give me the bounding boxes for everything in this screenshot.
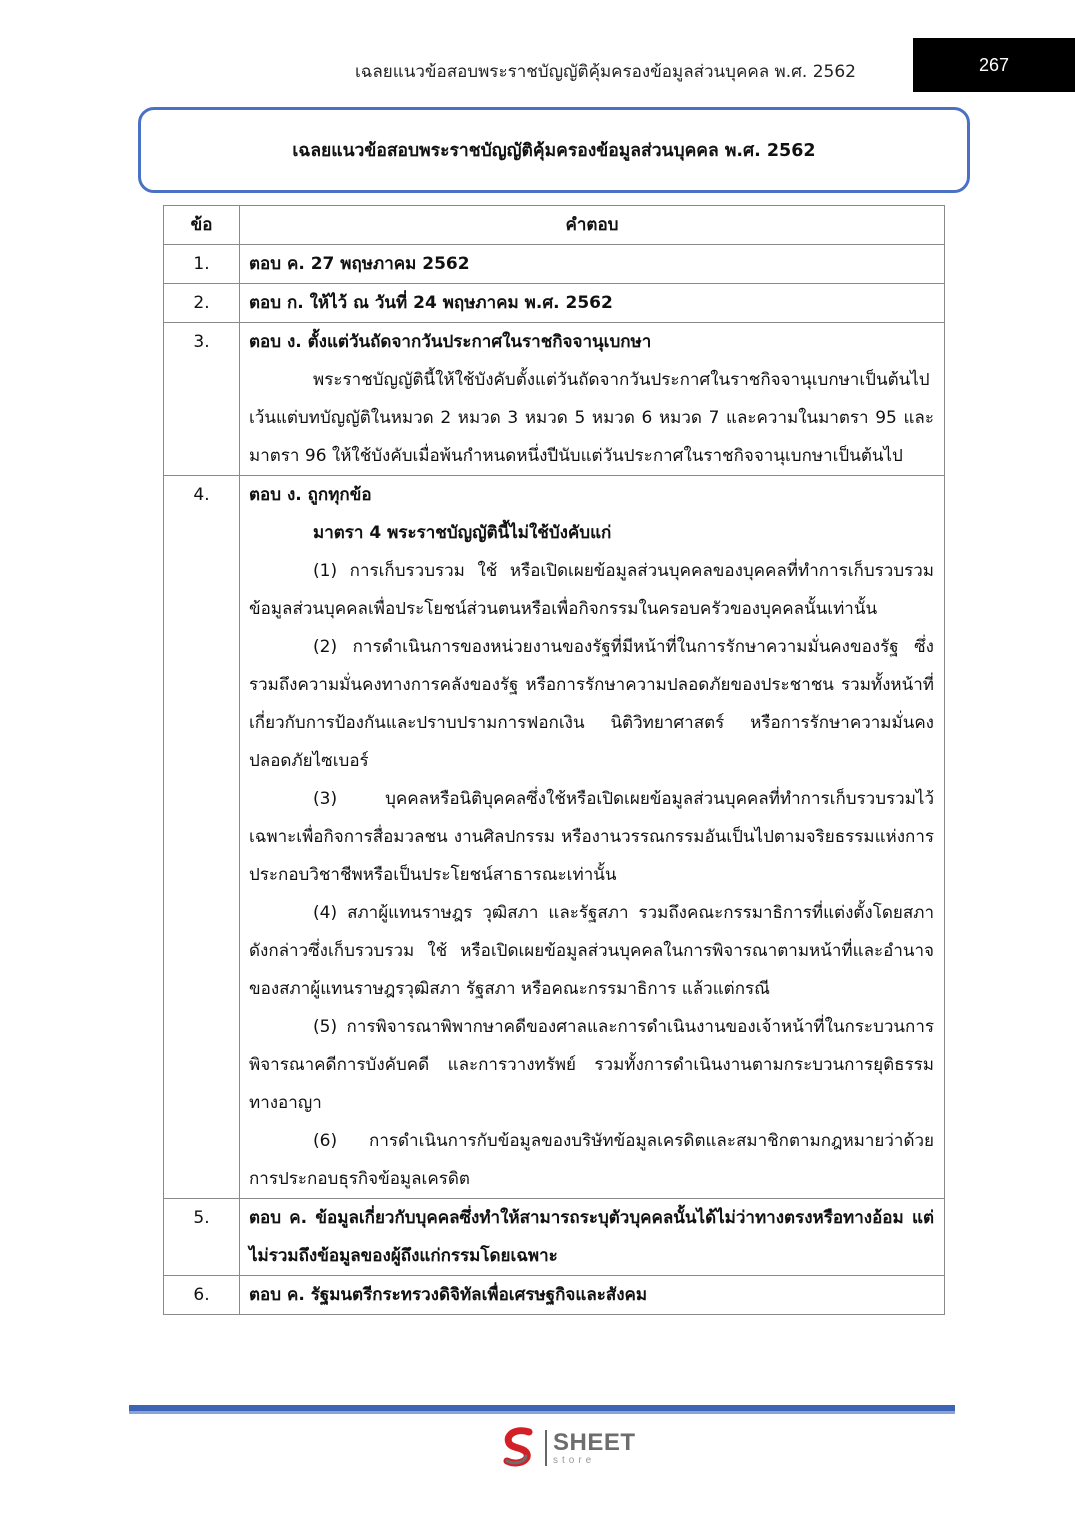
title-box	[138, 107, 970, 193]
table-row	[164, 476, 945, 1199]
list-item: (2) การดำเนินการของหน่วยงานของรัฐที่มีหน้าที่ในการรักษาความมั่นคงของรัฐ ซึ่งรวมถึงความมั่นคงทางการคลังของรัฐ หรือการรักษาความปลอดภัยของประชาชน รวมทั้งหน้าที่เกี่ยวกับการป้องกันและปราบปรามการฟอกเงิน นิติวิทยาศาสตร์ หรือการรักษาความมั่นคงปลอดภัยไซเบอร์	[249, 637, 934, 771]
sheet-store-logo	[497, 1426, 647, 1470]
answer-text: ตอบ ค. รัฐมนตรีกระทรวงดิจิทัลเพื่อเศรษฐกิจและสังคม	[240, 1276, 945, 1315]
page-number: 267	[913, 38, 1075, 92]
row-number: 1.	[164, 245, 240, 284]
logo-sub: store	[553, 1454, 596, 1466]
logo-word: SHEET	[553, 1428, 636, 1456]
logo-divider	[545, 1430, 547, 1466]
s-logo-icon	[497, 1426, 541, 1470]
row-number: 2.	[164, 284, 240, 323]
answer-cell	[240, 323, 945, 476]
row-number: 5.	[164, 1199, 240, 1276]
table-row	[164, 245, 945, 284]
footer-rule	[129, 1405, 955, 1414]
answer-text: ตอบ ง. ตั้งแต่วันถัดจากวันประกาศในราชกิจจานุเบกษา	[249, 332, 652, 352]
answer-text: ตอบ ค. ข้อมูลเกี่ยวกับบุคคลซึ่งทำให้สามารถระบุตัวบุคคลนั้นได้ไม่ว่าทางตรงหรือทางอ้อม แต่ไม่รวมถึงข้อมูลของผู้ถึงแก่กรรมโดยเฉพาะ	[240, 1199, 945, 1276]
answer-text: ตอบ ง. ถูกทุกข้อ	[249, 485, 372, 505]
table-row	[164, 323, 945, 476]
answer-table	[163, 205, 945, 1315]
answer-text: ตอบ ค. 27 พฤษภาคม 2562	[240, 245, 945, 284]
section-heading: มาตรา 4 พระราชบัญญัตินี้ไม่ใช้บังคับแก่	[313, 523, 612, 543]
logo-text	[553, 1428, 636, 1466]
row-number: 6.	[164, 1276, 240, 1315]
table-row	[164, 284, 945, 323]
answer-text: ตอบ ก. ให้ไว้ ณ วันที่ 24 พฤษภาคม พ.ศ. 2562	[240, 284, 945, 323]
page-title: เฉลยแนวข้อสอบพระราชบัญญัติคุ้มครองข้อมูลส่วนบุคคล พ.ศ. 2562	[292, 141, 816, 161]
row-number: 3.	[164, 323, 240, 476]
list-item: (3) บุคคลหรือนิติบุคคลซึ่งใช้หรือเปิดเผยข้อมูลส่วนบุคคลที่ทำการเก็บรวบรวมไว้เฉพาะเพื่อกิจการสื่อมวลชน งานศิลปกรรม หรืองานวรรณกรรมอันเป็นไปตามจริยธรรมแห่งการประกอบวิชาชีพหรือเป็นประโยชน์สาธารณะเท่านั้น	[249, 789, 934, 885]
row-number: 4.	[164, 476, 240, 1199]
running-header	[0, 38, 1075, 92]
table-row	[164, 1276, 945, 1315]
table-header-row	[164, 206, 945, 245]
running-title: เฉลยแนวข้อสอบพระราชบัญญัติคุ้มครองข้อมูลส่วนบุคคล พ.ศ. 2562	[355, 62, 857, 82]
list-item: (5) การพิจารณาพิพากษาคดีของศาลและการดำเนินงานของเจ้าหน้าที่ในกระบวนการพิจารณาคดีการบังคับคดี และการวางทรัพย์ รวมทั้งการดำเนินงานตามกระบวนการยุติธรรมทางอาญา	[249, 1017, 934, 1113]
list-item: (4) สภาผู้แทนราษฎร วุฒิสภา และรัฐสภา รวมถึงคณะกรรมาธิการที่แต่งตั้งโดยสภาดังกล่าวซึ่งเก็บรวบรวม ใช้ หรือเปิดเผยข้อมูลส่วนบุคคลในการพิจารณาตามหน้าที่และอำนาจของสภาผู้แทนราษฎรวุฒิสภา รัฐสภา หรือคณะกรรมาธิการ แล้วแต่กรณี	[249, 903, 934, 999]
column-header-answer: คำตอบ	[240, 206, 945, 245]
answer-cell	[240, 476, 945, 1199]
explanation-text: พระราชบัญญัตินี้ให้ใช้บังคับตั้งแต่วันถัดจากวันประกาศในราชกิจจานุเบกษาเป็นต้นไป เว้นแต่บทบัญญัติในหมวด 2 หมวด 3 หมวด 5 หมวด 6 หมวด 7 และความในมาตรา 95 และมาตรา 96 ให้ใช้บังคับเมื่อพ้นกำหนดหนึ่งปีนับแต่วันประกาศในราชกิจจานุเบกษาเป็นต้นไป	[249, 370, 934, 466]
list-item: (6) การดำเนินการกับข้อมูลของบริษัทข้อมูลเครดิตและสมาชิกตามกฎหมายว่าด้วยการประกอบธุรกิจข้อมูลเครดิต	[249, 1131, 934, 1189]
list-item: (1) การเก็บรวบรวม ใช้ หรือเปิดเผยข้อมูลส่วนบุคคลของบุคคลที่ทำการเก็บรวบรวมข้อมูลส่วนบุคคลเพื่อประโยชน์ส่วนตนหรือเพื่อกิจกรรมในครอบครัวของบุคคลนั้นเท่านั้น	[249, 561, 934, 619]
table-row	[164, 1199, 945, 1276]
column-header-number: ข้อ	[164, 206, 240, 245]
